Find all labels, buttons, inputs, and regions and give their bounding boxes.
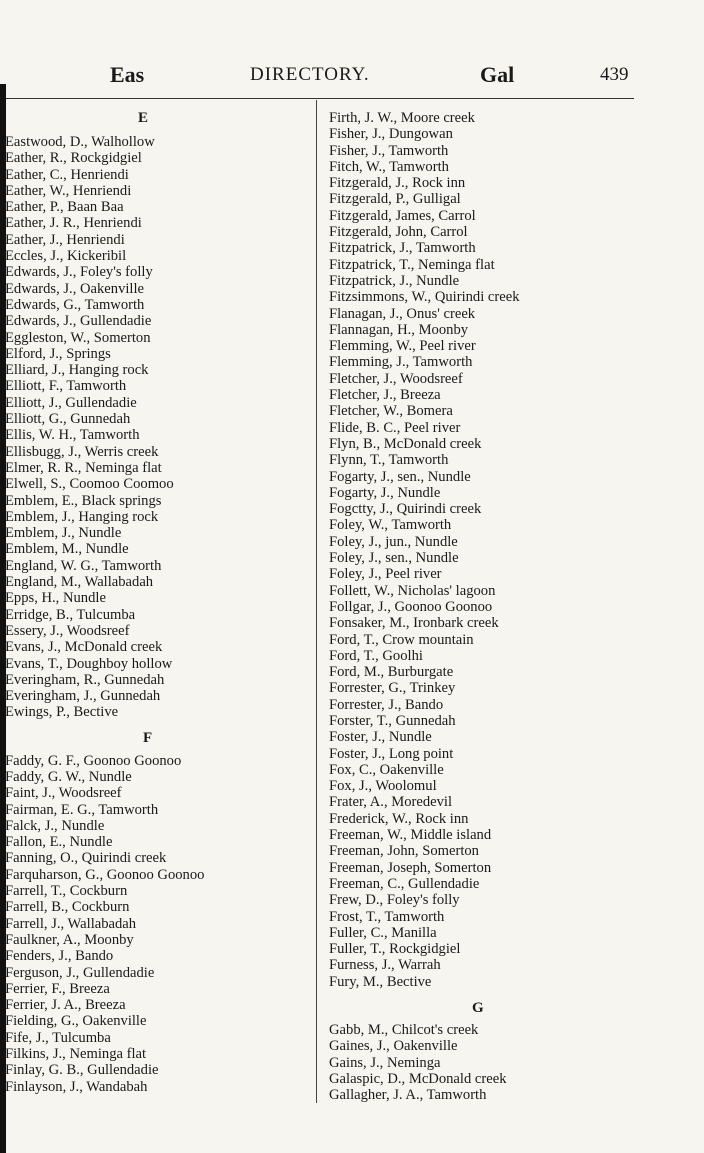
directory-entry: Fox, C., Oakenville <box>329 761 444 778</box>
directory-entry: Fitzgerald, James, Carrol <box>329 207 476 224</box>
directory-entry: Farrell, J., Wallabadah <box>5 915 137 932</box>
directory-entry: Farquharson, G., Goonoo Goonoo <box>5 866 205 883</box>
directory-entry: Freeman, John, Somerton <box>329 843 479 860</box>
directory-entry: Faulkner, A., Moonby <box>5 931 134 948</box>
directory-entry: Gains, J., Neminga <box>329 1054 441 1071</box>
directory-entry: Eather, J. R., Henriendi <box>5 215 142 232</box>
directory-entry: Emblem, E., Black springs <box>5 492 162 509</box>
directory-entry: Fletcher, J., Woodsreef <box>329 370 463 387</box>
directory-entry: Ford, M., Burburgate <box>329 664 454 681</box>
directory-entry: Fitch, W., Tamworth <box>329 158 449 175</box>
directory-entry: Flannagan, H., Moonby <box>329 321 469 338</box>
directory-entry: England, M., Wallabadah <box>5 574 154 591</box>
directory-entry: Finlay, G. B., Gullendadie <box>5 1062 159 1079</box>
directory-entry: Forster, T., Gunnedah <box>329 712 456 729</box>
directory-entry: Evans, J., McDonald creek <box>5 639 163 656</box>
directory-entry: Fletcher, J., Breeza <box>329 387 441 404</box>
directory-entry: Everingham, J., Gunnedah <box>5 688 161 705</box>
directory-entry: Galaspic, D., McDonald creek <box>329 1070 507 1087</box>
directory-entry: Farrell, B., Cockburn <box>5 899 130 916</box>
directory-entry: Furness, J., Warrah <box>329 957 441 974</box>
directory-entry: Fox, J., Woolomul <box>329 778 437 795</box>
directory-entry: Elliard, J., Hanging rock <box>5 362 149 379</box>
directory-entry: Flemming, J., Tamworth <box>329 354 473 371</box>
directory-entry: Eather, J., Henriendi <box>5 231 125 248</box>
directory-entry: Farrell, T., Cockburn <box>5 883 128 900</box>
directory-entry: Faddy, G. F., Goonoo Goonoo <box>5 752 182 769</box>
directory-entry: Flemming, W., Peel river <box>329 338 476 355</box>
directory-entry: Eather, W., Henriendi <box>5 182 132 199</box>
header-title: DIRECTORY. <box>250 64 370 85</box>
section-letter-heading: F <box>143 729 153 746</box>
directory-entry: Flyn, B., McDonald creek <box>329 435 482 452</box>
column-divider <box>316 100 317 1103</box>
directory-entry: Follgar, J., Goonoo Goonoo <box>329 598 493 615</box>
directory-entry: Elliott, J., Gullendadie <box>5 394 137 411</box>
directory-entry: Fogarty, J., sen., Nundle <box>329 468 471 485</box>
directory-entry: Edwards, J., Oakenville <box>5 280 145 297</box>
directory-entry: Fisher, J., Dungowan <box>329 126 453 143</box>
directory-entry: Everingham, R., Gunnedah <box>5 671 165 688</box>
directory-entry: Follett, W., Nicholas' lagoon <box>329 582 496 599</box>
directory-entry: Ford, T., Goolhi <box>329 647 423 664</box>
directory-entry: Foley, J., Peel river <box>329 566 442 583</box>
directory-entry: Foley, J., sen., Nundle <box>329 550 459 567</box>
directory-entry: Forrester, J., Bando <box>329 696 444 713</box>
directory-entry: Fitzpatrick, J., Tamworth <box>329 240 476 257</box>
directory-entry: Fletcher, W., Bomera <box>329 403 453 420</box>
directory-entry: Foster, J., Nundle <box>329 729 432 746</box>
directory-entry: Elliott, F., Tamworth <box>5 378 127 395</box>
directory-entry: Edwards, J., Foley's folly <box>5 264 153 281</box>
directory-entry: England, W. G., Tamworth <box>5 557 162 574</box>
directory-entry: Eather, C., Henriendi <box>5 166 129 183</box>
directory-entry: Fuller, T., Rockgidgiel <box>329 941 461 958</box>
directory-entry: Fitzgerald, P., Gulligal <box>329 191 461 208</box>
section-letter-heading: E <box>138 110 149 126</box>
directory-entry: Fielding, G., Oakenville <box>5 1013 147 1030</box>
directory-entry: Fitzpatrick, T., Neminga flat <box>329 256 495 273</box>
directory-entry: Gaines, J., Oakenville <box>329 1038 458 1055</box>
header-rule <box>6 98 634 99</box>
directory-entry: Emblem, J., Hanging rock <box>5 508 159 525</box>
directory-entry: Ferrier, J. A., Breeza <box>5 997 126 1014</box>
directory-entry: Evans, T., Doughboy hollow <box>5 655 173 672</box>
directory-entry: Ford, T., Crow mountain <box>329 631 474 648</box>
directory-entry: Freeman, W., Middle island <box>329 827 492 844</box>
directory-entry: Fanning, O., Quirindi creek <box>5 850 167 867</box>
directory-entry: Faddy, G. W., Nundle <box>5 768 132 785</box>
directory-entry: Flanagan, J., Onus' creek <box>329 305 476 322</box>
directory-entry: Fenders, J., Bando <box>5 948 114 965</box>
directory-entry: Fisher, J., Tamworth <box>329 142 449 159</box>
directory-entry: Fitzgerald, John, Carrol <box>329 224 468 241</box>
directory-entry: Firth, J. W., Moore creek <box>329 110 475 126</box>
directory-entry: Edwards, J., Gullendadie <box>5 313 152 330</box>
directory-entry: Foley, W., Tamworth <box>329 517 452 534</box>
directory-entry: Elliott, G., Gunnedah <box>5 411 131 428</box>
directory-entry: Fonsaker, M., Ironbark creek <box>329 615 499 632</box>
directory-entry: Fury, M., Bective <box>329 973 432 990</box>
directory-entry: Foster, J., Long point <box>329 745 454 762</box>
directory-entry: Eastwood, D., Walhollow <box>5 134 155 150</box>
directory-entry: Fife, J., Tulcumba <box>5 1029 111 1046</box>
directory-entry: Freeman, Joseph, Somerton <box>329 859 492 876</box>
section-letter-heading: G <box>472 1000 484 1017</box>
directory-entry: Frater, A., Moredevil <box>329 794 453 811</box>
directory-entry: Faint, J., Woodsreef <box>5 785 122 802</box>
directory-entry: Frederick, W., Rock inn <box>329 810 469 827</box>
directory-entry: Ellis, W. H., Tamworth <box>5 427 140 444</box>
directory-entry: Fuller, C., Manilla <box>329 924 437 941</box>
directory-entry: Fallon, E., Nundle <box>5 834 113 851</box>
left-column <box>5 110 310 1095</box>
directory-entry: Emblem, J., Nundle <box>5 525 122 542</box>
directory-entry: Gallagher, J. A., Tamworth <box>329 1087 487 1104</box>
directory-entry: Eccles, J., Kickeribil <box>5 248 127 265</box>
directory-entry: Fitzsimmons, W., Quirindi creek <box>329 289 520 306</box>
page-header <box>0 62 704 94</box>
directory-entry: Erridge, B., Tulcumba <box>5 606 136 623</box>
directory-entry: Finlayson, J., Wandabah <box>5 1078 148 1095</box>
directory-entry: Fairman, E. G., Tamworth <box>5 801 159 818</box>
directory-entry: Flide, B. C., Peel river <box>329 419 461 436</box>
directory-entry: Filkins, J., Neminga flat <box>5 1046 147 1063</box>
directory-entry: Eggleston, W., Somerton <box>5 329 151 346</box>
directory-entry: Frew, D., Foley's folly <box>329 892 460 909</box>
directory-entry: Emblem, M., Nundle <box>5 541 129 558</box>
directory-entry: Eather, R., Rockgidgiel <box>5 150 142 167</box>
directory-entry: Foley, J., jun., Nundle <box>329 533 458 550</box>
directory-entry: Elwell, S., Coomoo Coomoo <box>5 476 174 493</box>
directory-entry: Ellisbugg, J., Werris creek <box>5 443 159 460</box>
directory-entry: Fogarty, J., Nundle <box>329 484 441 501</box>
directory-entry: Freeman, C., Gullendadie <box>329 875 480 892</box>
directory-entry: Ewings, P., Bective <box>5 704 119 721</box>
directory-entry: Ferguson, J., Gullendadie <box>5 964 155 981</box>
right-column <box>329 110 629 1104</box>
directory-entry: Edwards, G., Tamworth <box>5 296 145 313</box>
directory-entry: Falck, J., Nundle <box>5 817 105 834</box>
directory-entry: Elmer, R. R., Neminga flat <box>5 459 162 476</box>
directory-entry: Essery, J., Woodsreef <box>5 622 130 639</box>
directory-entry: Gabb, M., Chilcot's creek <box>329 1022 479 1039</box>
directory-entry: Epps, H., Nundle <box>5 590 106 607</box>
directory-entry: Ferrier, F., Breeza <box>5 980 110 997</box>
directory-entry: Forrester, G., Trinkey <box>329 680 456 697</box>
directory-entry: Elford, J., Springs <box>5 345 111 362</box>
directory-entry: Fogctty, J., Quirindi creek <box>329 501 482 518</box>
directory-entry: Flynn, T., Tamworth <box>329 452 449 469</box>
header-left-guide-word: Eas <box>110 62 145 87</box>
directory-entry: Frost, T., Tamworth <box>329 908 445 925</box>
header-right-guide-word: Gal <box>480 62 515 87</box>
directory-entry: Fitzpatrick, J., Nundle <box>329 272 460 289</box>
page-number: 439 <box>600 64 629 85</box>
directory-entry: Eather, P., Baan Baa <box>5 199 124 216</box>
directory-entry: Fitzgerald, J., Rock inn <box>329 175 466 192</box>
